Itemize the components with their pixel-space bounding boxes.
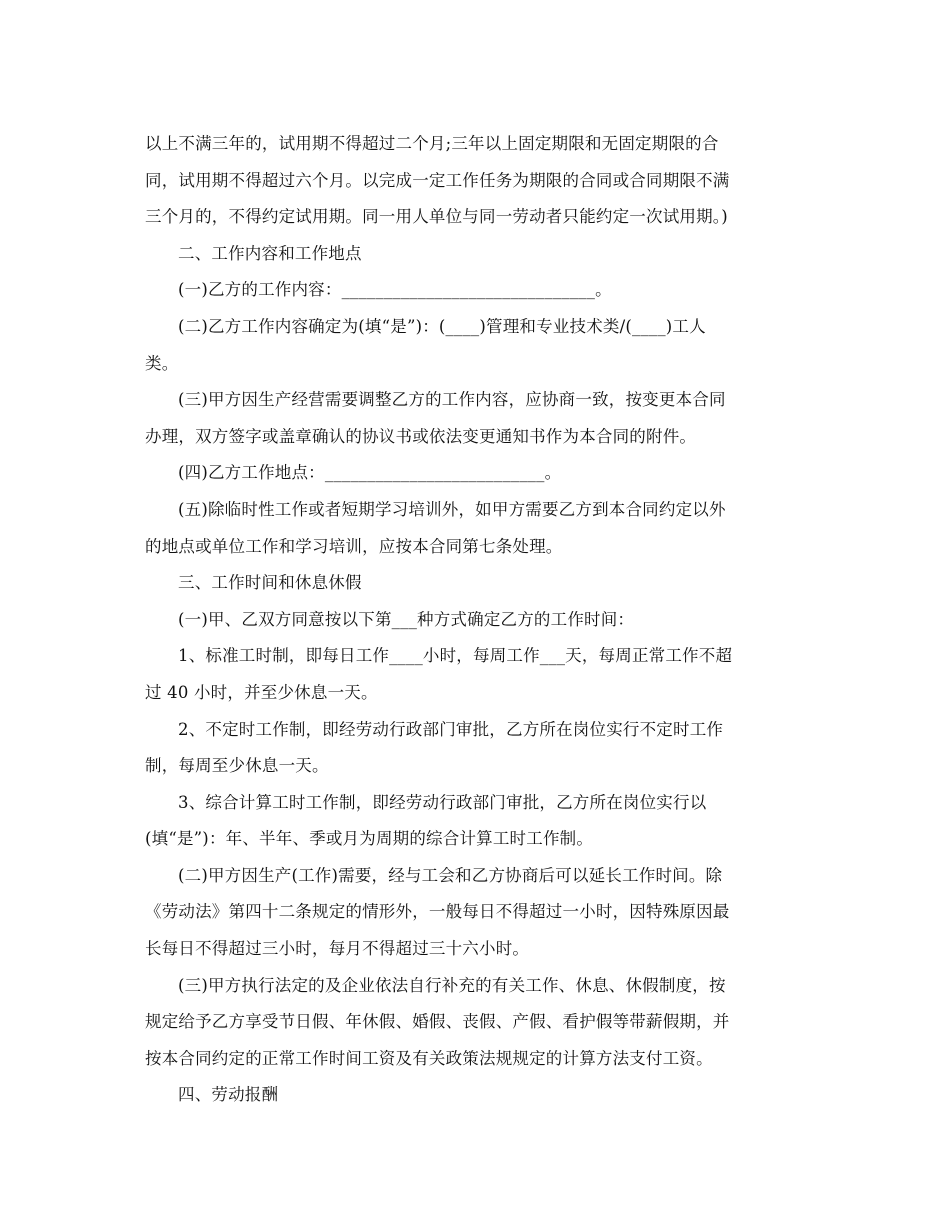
text-line: 2、不定时工作制，即经劳动行政部门审批，乙方所在岗位实行不定时工作 xyxy=(178,719,724,739)
text-line: 按本合同约定的正常工作时间工资及有关政策法规规定的计算方法支付工资。 xyxy=(145,1048,713,1068)
text-line: 同，试用期不得超过六个月。以完成一定工作任务为期限的合同或合同期限不满 xyxy=(145,170,730,190)
text-line: (填“是”)：年、半年、季或月为周期的综合计算工时工作制。 xyxy=(145,829,594,849)
document-body xyxy=(145,126,805,1114)
text-line: (五)除临时性工作或者短期学习培训外，如甲方需要乙方到本合同约定以外 xyxy=(178,499,726,519)
text-line: 二、工作内容和工作地点 xyxy=(178,243,362,263)
text-line: 三、工作时间和休息休假 xyxy=(178,573,362,593)
text-line: 四、劳动报酬 xyxy=(178,1085,279,1105)
text-line: 三个月的，不得约定试用期。同一用人单位与同一劳动者只能约定一次试用期。) xyxy=(145,207,728,227)
text-line: 《劳动法》第四十二条规定的情形外，一般每日不得超过一小时，因特殊原因最 xyxy=(145,902,730,922)
text-line: 类。 xyxy=(145,353,179,373)
text-line: 以上不满三年的，试用期不得超过二个月;三年以上固定期限和无固定期限的合 xyxy=(145,134,719,153)
text-line: 制，每周至少休息一天。 xyxy=(145,756,329,776)
text-line: (四)乙方工作地点：__________________________。 xyxy=(178,463,562,483)
text-line: 长每日不得超过三小时，每月不得超过三十六小时。 xyxy=(145,939,530,959)
text-line: 的地点或单位工作和学习培训，应按本合同第七条处理。 xyxy=(145,536,563,556)
text-line: 1、标准工时制，即每日工作____小时，每周工作___天，每周正常工作不超 xyxy=(178,646,733,666)
text-line: 过 40 小时，并至少休息一天。 xyxy=(145,682,378,702)
text-line: 办理，双方签字或盖章确认的协议书或依法变更通知书作为本合同的附件。 xyxy=(145,426,697,446)
text-line: (三)甲方因生产经营需要调整乙方的工作内容，应协商一致，按变更本合同 xyxy=(178,390,726,410)
text-line: (三)甲方执行法定的及企业依法自行补充的有关工作、休息、休假制度，按 xyxy=(178,975,726,995)
text-line: (一)甲、乙双方同意按以下第___种方式确定乙方的工作时间： xyxy=(178,609,635,629)
text-line: 规定给予乙方享受节日假、年休假、婚假、丧假、产假、看护假等带薪假期，并 xyxy=(145,1012,730,1032)
text-line: (二)甲方因生产(工作)需要，经与工会和乙方协商后可以延长工作时间。除 xyxy=(178,865,723,885)
text-line: (一)乙方的工作内容：______________________________。 xyxy=(178,280,612,300)
text-line: (二)乙方工作内容确定为(填“是”)：(____)管理和专业技术类/(____)工人 xyxy=(178,316,706,336)
text-line: 3、综合计算工时工作制，即经劳动行政部门审批，乙方所在岗位实行以 xyxy=(178,792,707,812)
